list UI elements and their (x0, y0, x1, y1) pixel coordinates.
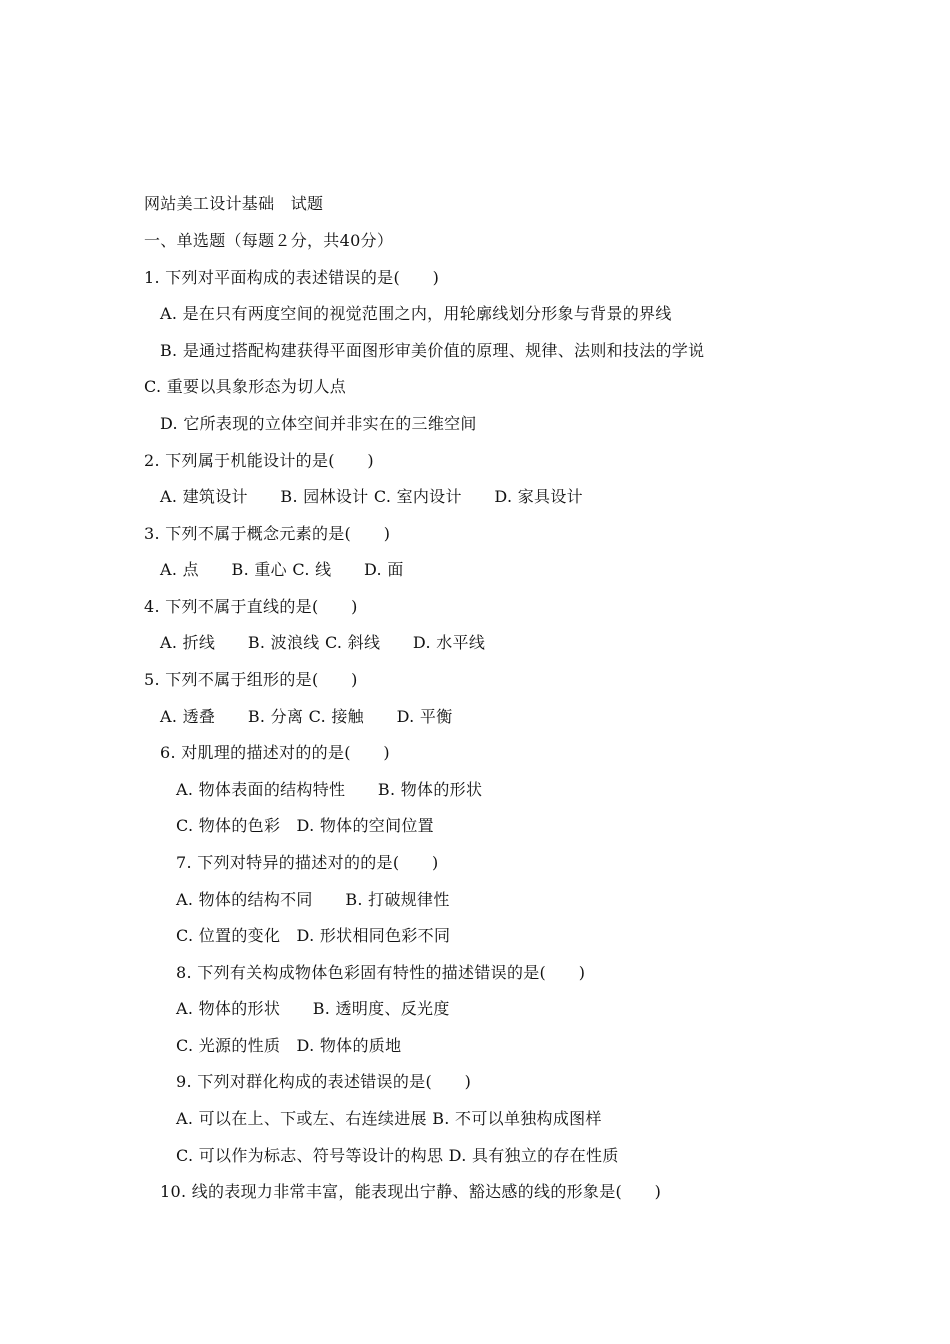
question-1: 1. 下列对平面构成的表述错误的是( ) (144, 268, 440, 287)
question-3: 3. 下列不属于概念元素的是( ) (144, 524, 391, 543)
document-title: 网站美工设计基础 试题 (144, 194, 324, 213)
question-6: 6. 对肌理的描述对的的是( ) (160, 743, 390, 762)
question-7-options-cd: C. 位置的变化 D. 形状相同色彩不同 (176, 926, 451, 945)
question-9-options-cd: C. 可以作为标志、符号等设计的构思 D. 具有独立的存在性质 (176, 1146, 619, 1165)
question-9-options-ab: A. 可以在上、下或左、右连续进展 B. 不可以单独构成图样 (176, 1109, 602, 1128)
question-2-options: A. 建筑设计 B. 园林设计 C. 室内设计 D. 家具设计 (160, 487, 583, 506)
question-3-options: A. 点 B. 重心 C. 线 D. 面 (160, 560, 404, 579)
question-2: 2. 下列属于机能设计的是( ) (144, 451, 374, 470)
question-6-options-cd: C. 物体的色彩 D. 物体的空间位置 (176, 816, 434, 835)
question-5-options: A. 透叠 B. 分离 C. 接触 D. 平衡 (160, 707, 453, 726)
section-heading: 一、单选题（每题２分，共40分） (144, 231, 394, 250)
question-4: 4. 下列不属于直线的是( ) (144, 597, 358, 616)
question-6-options-ab: A. 物体表面的结构特性 B. 物体的形状 (176, 780, 483, 799)
question-10: 10. 线的表现力非常丰富，能表现出宁静、豁达感的线的形象是( ) (160, 1182, 662, 1201)
question-1-option-d: D. 它所表现的立体空间并非实在的三维空间 (160, 414, 477, 433)
question-8: 8. 下列有关构成物体色彩固有特性的描述错误的是( ) (176, 963, 586, 982)
question-1-option-b: B. 是通过搭配构建获得平面图形审美价值的原理、规律、法则和技法的学说 (160, 341, 705, 360)
question-7: 7. 下列对特异的描述对的的是( ) (176, 853, 439, 872)
question-5: 5. 下列不属于组形的是( ) (144, 670, 358, 689)
question-7-options-ab: A. 物体的结构不同 B. 打破规律性 (176, 890, 450, 909)
question-8-options-cd: C. 光源的性质 D. 物体的质地 (176, 1036, 402, 1055)
question-9: 9. 下列对群化构成的表述错误的是( ) (176, 1072, 472, 1091)
question-4-options: A. 折线 B. 波浪线 C. 斜线 D. 水平线 (160, 633, 486, 652)
question-8-options-ab: A. 物体的形状 B. 透明度、反光度 (176, 999, 450, 1018)
question-1-option-c: C. 重要以具象形态为切人点 (144, 377, 347, 396)
question-1-option-a: A. 是在只有两度空间的视觉范围之内，用轮廓线划分形象与背景的界线 (160, 304, 672, 323)
